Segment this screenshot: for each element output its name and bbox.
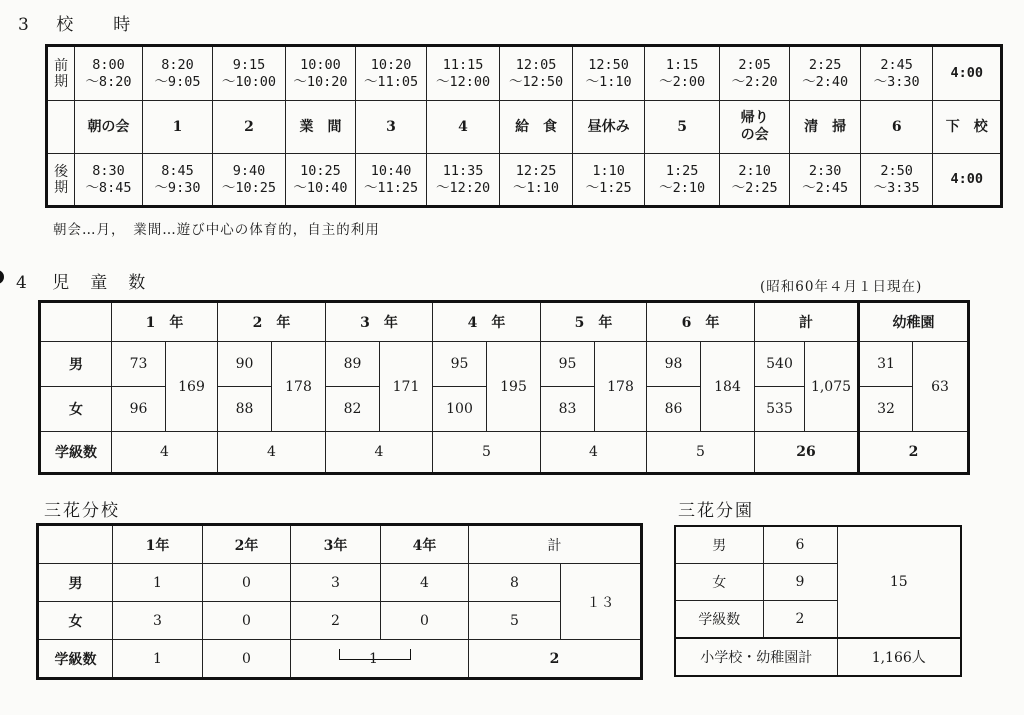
grade-4-sum: 195 <box>487 342 541 432</box>
period-event: 帰り の会 <box>719 101 790 154</box>
period-event: 4 <box>426 101 500 154</box>
second-term-time: 1:25 ～2:10 <box>645 154 720 207</box>
grade-1-classes: 4 <box>112 432 218 474</box>
second-term-time: 4:00 <box>933 154 1002 207</box>
second-term-time: 1:10 ～1:25 <box>572 154 645 207</box>
first-term-time: 2:25 ～2:40 <box>790 46 861 101</box>
total-header: 計 <box>469 525 642 564</box>
kindergarten-female: 32 <box>859 387 913 432</box>
second-term-time: 8:30 ～8:45 <box>75 154 142 207</box>
grade-header: 3年 <box>291 525 381 564</box>
grade-2-classes: 4 <box>218 432 326 474</box>
period-event: 業 間 <box>285 101 356 154</box>
first-term-time: 11:15 ～12:00 <box>426 46 500 101</box>
label-male: 男 <box>38 564 113 602</box>
period-event: 1 <box>142 101 213 154</box>
label-male: 男 <box>675 526 763 564</box>
header-corner <box>40 302 112 342</box>
period-event: 6 <box>860 101 933 154</box>
grade-3-male: 89 <box>326 342 380 387</box>
kindergarten-header: 幼稚園 <box>859 302 969 342</box>
grade-header: 1年 <box>113 525 203 564</box>
grade-5-classes: 4 <box>541 432 647 474</box>
kinder-male-count: 6 <box>763 526 837 564</box>
first-term-time: 2:05 ～2:20 <box>719 46 790 101</box>
label-female: 女 <box>38 602 113 640</box>
second-term-time: 2:10 ～2:25 <box>719 154 790 207</box>
grade-male: 1 <box>113 564 203 602</box>
grade-female: 0 <box>381 602 469 640</box>
grade-6-female: 86 <box>647 387 701 432</box>
schedule-note: 朝会…月， 業間…遊び中心の体育的，自主的利用 <box>53 222 380 238</box>
branch-school-female-row <box>38 602 642 640</box>
kindergarten-classes: 2 <box>859 432 969 474</box>
first-term-label: 前 期 <box>47 46 75 101</box>
kinder-total: 15 <box>837 526 961 638</box>
branch-kinder-title: 三花分園 <box>678 501 754 521</box>
schedule-table <box>45 44 1003 208</box>
grade-3-header: 3 年 <box>326 302 433 342</box>
grade-male: 3 <box>291 564 381 602</box>
first-term-time: 12:50 ～1:10 <box>572 46 645 101</box>
period-event: 清 掃 <box>790 101 861 154</box>
grade-6-classes: 5 <box>647 432 755 474</box>
grand-total-value: 1,166人 <box>837 638 961 676</box>
section-number: 3 <box>18 15 31 35</box>
label-male: 男 <box>40 342 112 387</box>
branch-kinder-table <box>674 525 962 677</box>
grade-2-male: 90 <box>218 342 272 387</box>
total-male: 8 <box>469 564 561 602</box>
total-male: 540 <box>755 342 805 387</box>
children-classes-row <box>40 432 969 474</box>
grade-5-sum: 178 <box>595 342 647 432</box>
grand-total-label: 小学校・幼稚園計 <box>675 638 837 676</box>
grade-1-male: 73 <box>112 342 166 387</box>
grade-6-sum: 184 <box>701 342 755 432</box>
grade-5-female: 83 <box>541 387 595 432</box>
kindergarten-sum: 63 <box>913 342 969 432</box>
grade-5-male: 95 <box>541 342 595 387</box>
second-term-time: 11:35 ～12:20 <box>426 154 500 207</box>
period-event: 下 校 <box>933 101 1002 154</box>
events-label-blank <box>47 101 75 154</box>
section-4-heading <box>16 268 147 293</box>
branch-school-male-row <box>38 564 642 602</box>
grade2-classes: 0 <box>203 640 291 679</box>
label-classes: 学級数 <box>675 601 763 639</box>
second-term-time: 10:25 ～10:40 <box>285 154 356 207</box>
grade-header: 4年 <box>381 525 469 564</box>
first-term-time: 1:15 ～2:00 <box>645 46 720 101</box>
grade-6-header: 6 年 <box>647 302 755 342</box>
section-number: 4 <box>16 273 29 293</box>
header-corner <box>38 525 113 564</box>
branch-school-classes-row <box>38 640 642 679</box>
period-event: 5 <box>645 101 720 154</box>
first-term-row <box>47 46 1002 101</box>
grade-female: 0 <box>203 602 291 640</box>
first-term-time: 9:15 ～10:00 <box>213 46 286 101</box>
total-sum: 1,075 <box>805 342 859 432</box>
section-title: 校 時 <box>56 15 133 35</box>
grade-male: 4 <box>381 564 469 602</box>
second-term-time: 10:40 ～11:25 <box>356 154 427 207</box>
children-header-row <box>40 302 969 342</box>
bullet-mark <box>0 270 4 284</box>
first-term-time: 4:00 <box>933 46 1002 101</box>
total-female: 5 <box>469 602 561 640</box>
second-term-time: 8:45 ～9:30 <box>142 154 213 207</box>
kinder-female-count: 9 <box>763 564 837 601</box>
grade1-classes: 1 <box>113 640 203 679</box>
grade-header: 2年 <box>203 525 291 564</box>
grade-3-classes: 4 <box>326 432 433 474</box>
grade-1-female: 96 <box>112 387 166 432</box>
grade-2-female: 88 <box>218 387 272 432</box>
period-event: 2 <box>213 101 286 154</box>
events-row <box>47 101 1002 154</box>
section-3-heading <box>18 10 132 35</box>
grade-2-header: 2 年 <box>218 302 326 342</box>
grade-1-header: 1 年 <box>112 302 218 342</box>
total-sum: １３ <box>561 564 642 640</box>
grade-female: 2 <box>291 602 381 640</box>
first-term-time: 8:20 ～9:05 <box>142 46 213 101</box>
grade-2-sum: 178 <box>272 342 326 432</box>
grade-5-header: 5 年 <box>541 302 647 342</box>
total-classes: 26 <box>755 432 859 474</box>
label-classes: 学級数 <box>38 640 113 679</box>
period-event: 給 食 <box>500 101 573 154</box>
children-table <box>38 300 970 475</box>
first-term-time: 2:45 ～3:30 <box>860 46 933 101</box>
first-term-time: 10:00 ～10:20 <box>285 46 356 101</box>
second-term-row <box>47 154 1002 207</box>
second-term-time: 2:30 ～2:45 <box>790 154 861 207</box>
label-classes: 学級数 <box>40 432 112 474</box>
grade-4-classes: 5 <box>433 432 541 474</box>
kinder-classes-count: 2 <box>763 601 837 639</box>
first-term-time: 10:20 ～11:05 <box>356 46 427 101</box>
grade-male: 0 <box>203 564 291 602</box>
second-term-time: 2:50 ～3:35 <box>860 154 933 207</box>
label-female: 女 <box>675 564 763 601</box>
grade-6-male: 98 <box>647 342 701 387</box>
grade-4-header: 4 年 <box>433 302 541 342</box>
grade-4-male: 95 <box>433 342 487 387</box>
grade-3-female: 82 <box>326 387 380 432</box>
grade-1-sum: 169 <box>166 342 218 432</box>
grade-3-sum: 171 <box>380 342 433 432</box>
grade3-4-classes <box>291 640 469 679</box>
total-header: 計 <box>755 302 859 342</box>
grade-female: 3 <box>113 602 203 640</box>
branch-school-header-row <box>38 525 642 564</box>
grade-4-female: 100 <box>433 387 487 432</box>
period-event: 昼休み <box>572 101 645 154</box>
kindergarten-male: 31 <box>859 342 913 387</box>
period-event: 朝の会 <box>75 101 142 154</box>
first-term-time: 12:05 ～12:50 <box>500 46 573 101</box>
second-term-label: 後 期 <box>47 154 75 207</box>
period-event: 3 <box>356 101 427 154</box>
first-term-time: 8:00 ～8:20 <box>75 46 142 101</box>
branch-school-table <box>36 523 643 680</box>
second-term-time: 9:40 ～10:25 <box>213 154 286 207</box>
total-classes: 2 <box>469 640 642 679</box>
total-female: 535 <box>755 387 805 432</box>
branch-school-title: 三花分校 <box>44 501 120 521</box>
as-of-date: (昭和60年４月１日現在) <box>760 279 923 295</box>
children-male-row <box>40 342 969 387</box>
second-term-time: 12:25 ～1:10 <box>500 154 573 207</box>
combined-classes-value: 1 <box>369 650 378 667</box>
label-female: 女 <box>40 387 112 432</box>
section-title: 児 童 数 <box>52 273 148 293</box>
